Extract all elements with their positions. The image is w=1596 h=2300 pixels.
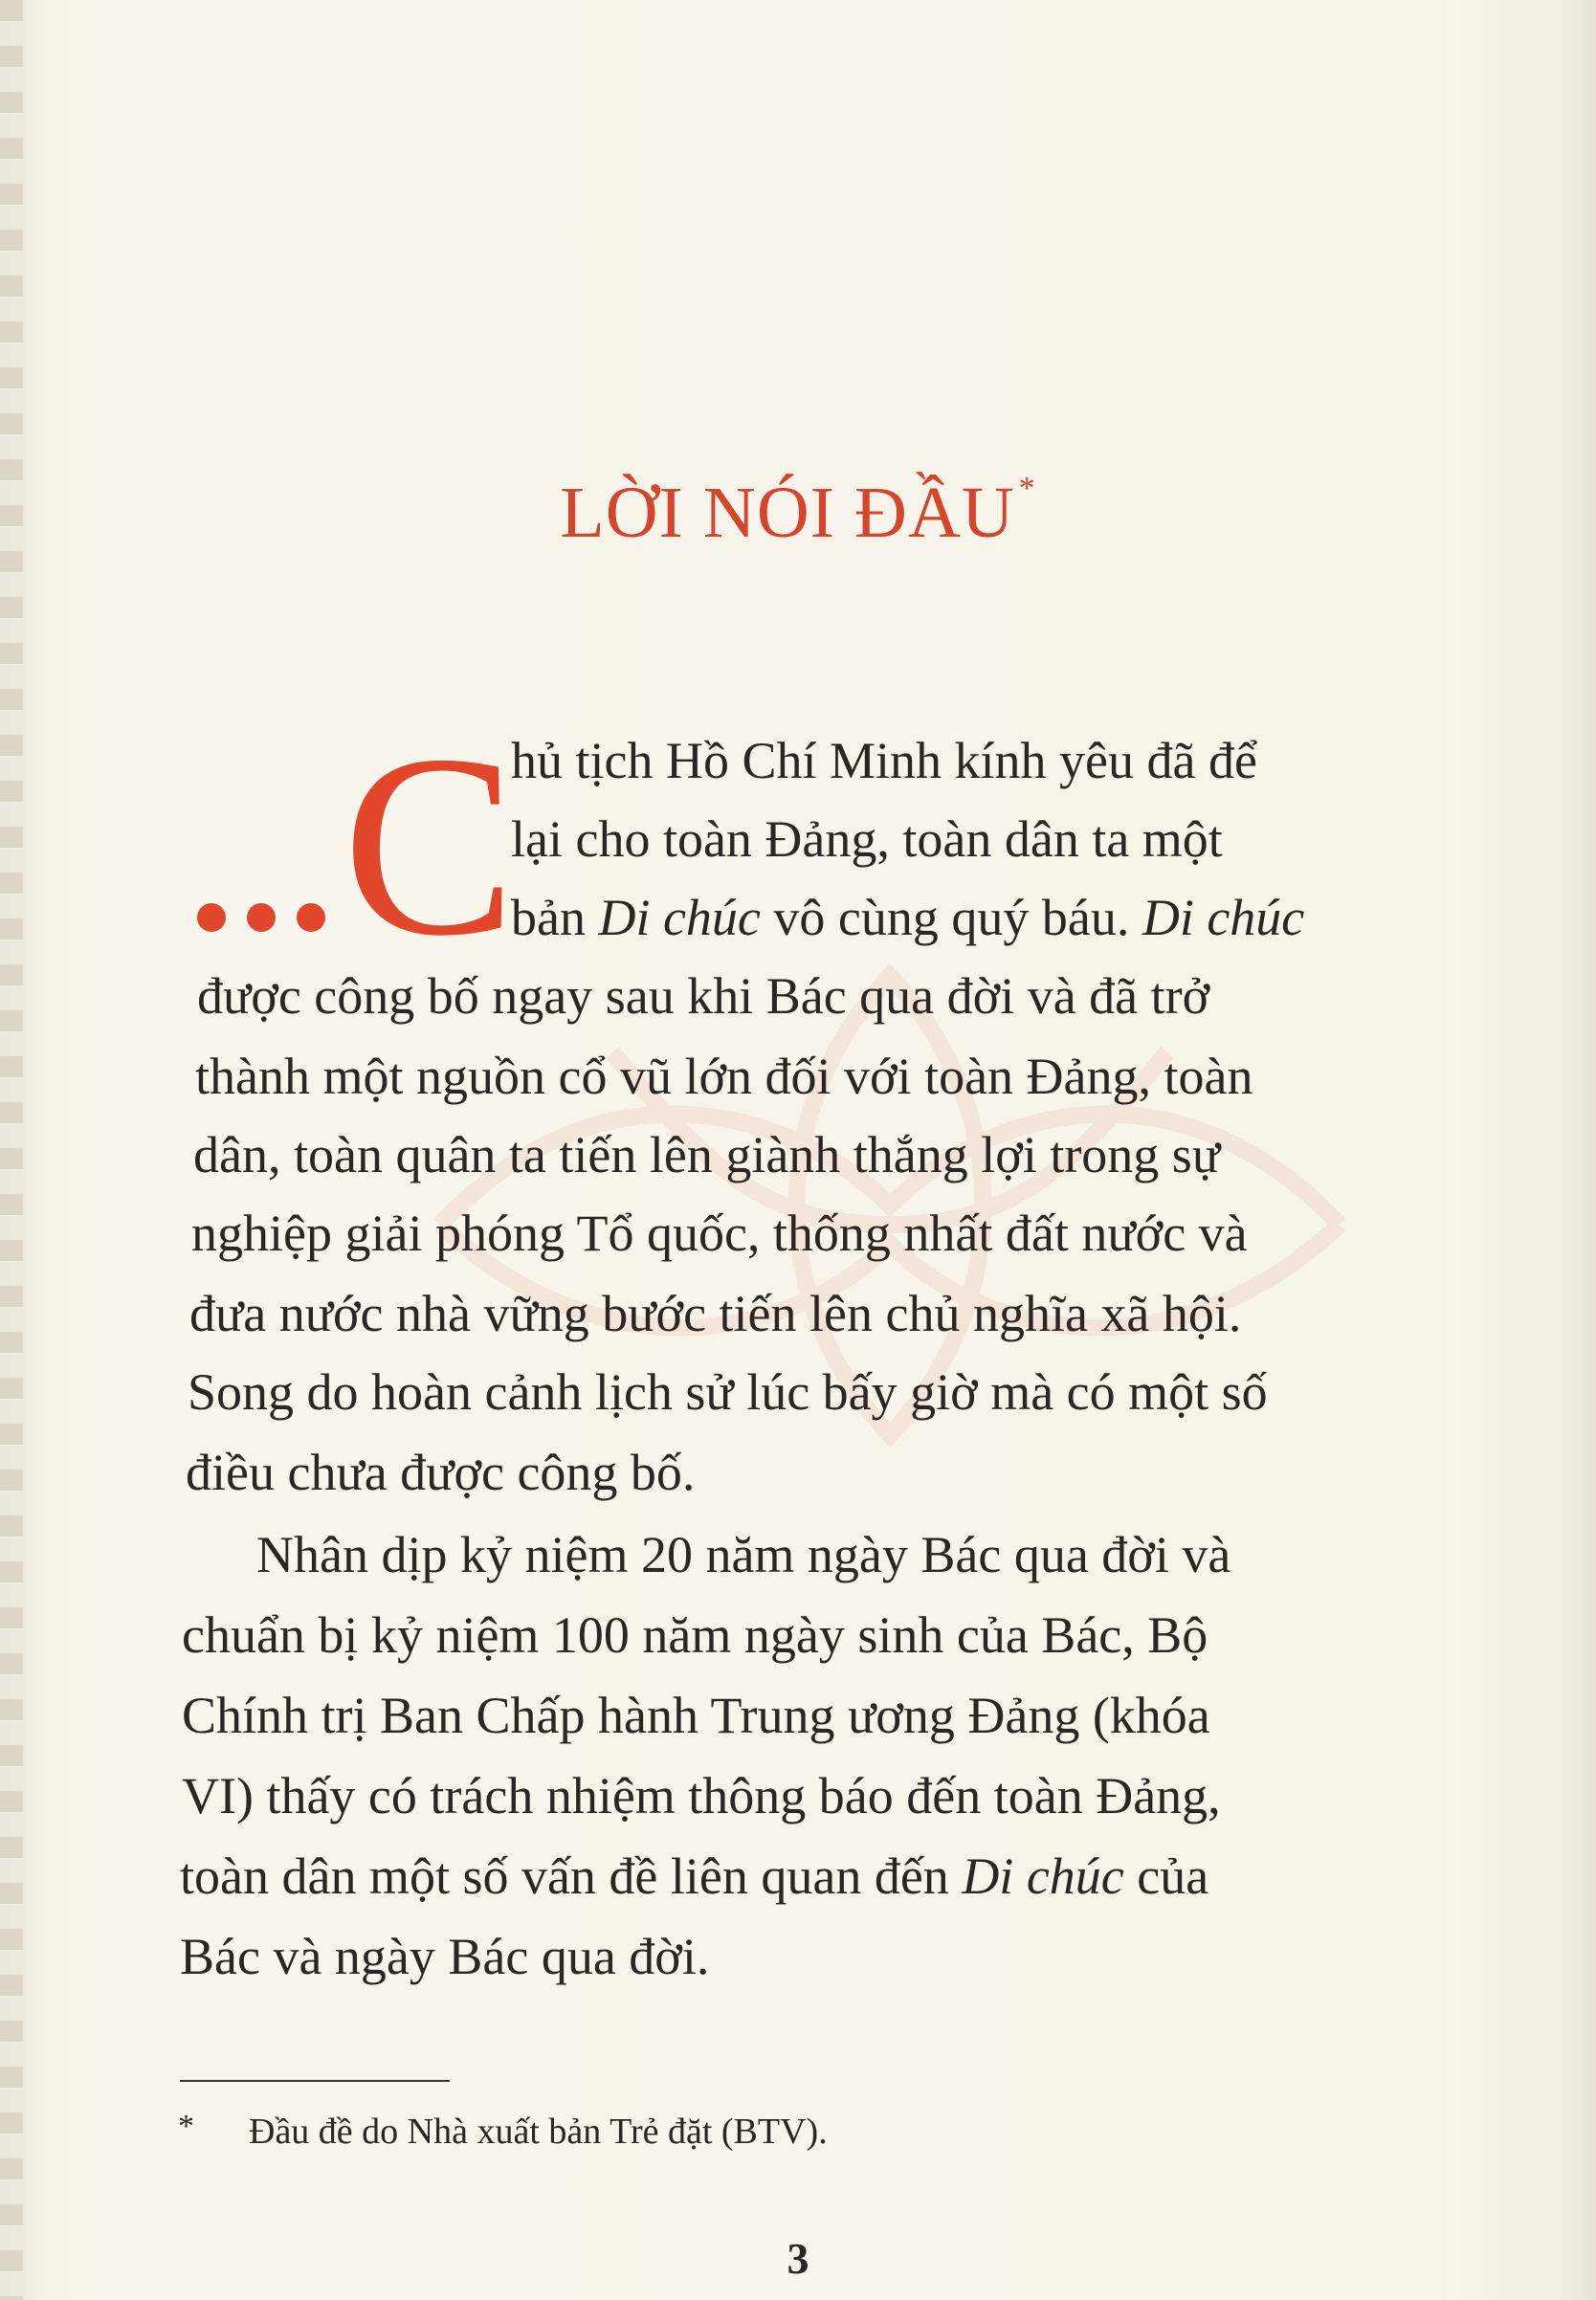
body-line-10: điều chưa được công bố. xyxy=(186,1444,696,1501)
footnote-marker: * xyxy=(178,2109,194,2144)
body-line-5: thành một nguồn cổ vũ lớn đối với toàn Đảng, toàn xyxy=(195,1048,1253,1105)
body-line-15: toàn dân một số vấn đề liên quan đến Di chúc của xyxy=(180,1847,1209,1905)
body-line-4: được công bố ngay sau khi Bác qua đời và đã trở xyxy=(197,967,1210,1025)
lead-dot xyxy=(297,903,325,932)
body-line-13: Chính trị Ban Chấp hành Trung ương Đảng (khóa xyxy=(182,1687,1210,1744)
page-number: 3 xyxy=(787,2234,809,2283)
footnote-divider xyxy=(180,2080,450,2082)
lead-dot xyxy=(247,903,276,932)
title-footnote-marker: * xyxy=(1018,471,1036,506)
page-title: LỜI NÓI ĐẦU * xyxy=(560,471,1036,553)
body-line-12: chuẩn bị kỷ niệm 100 năm ngày sinh của Bác, Bộ xyxy=(182,1606,1208,1664)
drop-cap-letter: C xyxy=(343,701,517,989)
body-line-9: Song do hoàn cảnh lịch sử lúc bấy giờ mà có một số xyxy=(188,1363,1268,1421)
page-binding-edge xyxy=(0,0,23,2300)
body-line-1: hủ tịch Hồ Chí Minh kính yêu đã để xyxy=(511,732,1257,789)
body-line-7: nghiệp giải phóng Tổ quốc, thống nhất đất nước và xyxy=(191,1205,1248,1262)
body-line-8: đưa nước nhà vững bước tiến lên chủ nghĩa xã hội. xyxy=(189,1285,1242,1342)
body-line-11: Nhân dịp kỷ niệm 20 năm ngày Bác qua đời và xyxy=(256,1526,1231,1583)
lead-dot xyxy=(197,903,226,932)
body-line-3: bản Di chúc vô cùng quý báu. Di chúc xyxy=(511,889,1305,946)
footnote-text: Đầu đề do Nhà xuất bản Trẻ đặt (BTV). xyxy=(249,2112,828,2152)
body-line-2: lại cho toàn Đảng, toàn dân ta một xyxy=(511,810,1223,868)
body-line-16: Bác và ngày Bác qua đời. xyxy=(180,1928,710,1985)
body-line-6: dân, toàn quân ta tiến lên giành thắng lợi trong sự xyxy=(193,1126,1221,1183)
body-line-14: VI) thấy có trách nhiệm thông báo đến toàn Đảng, xyxy=(182,1767,1221,1825)
